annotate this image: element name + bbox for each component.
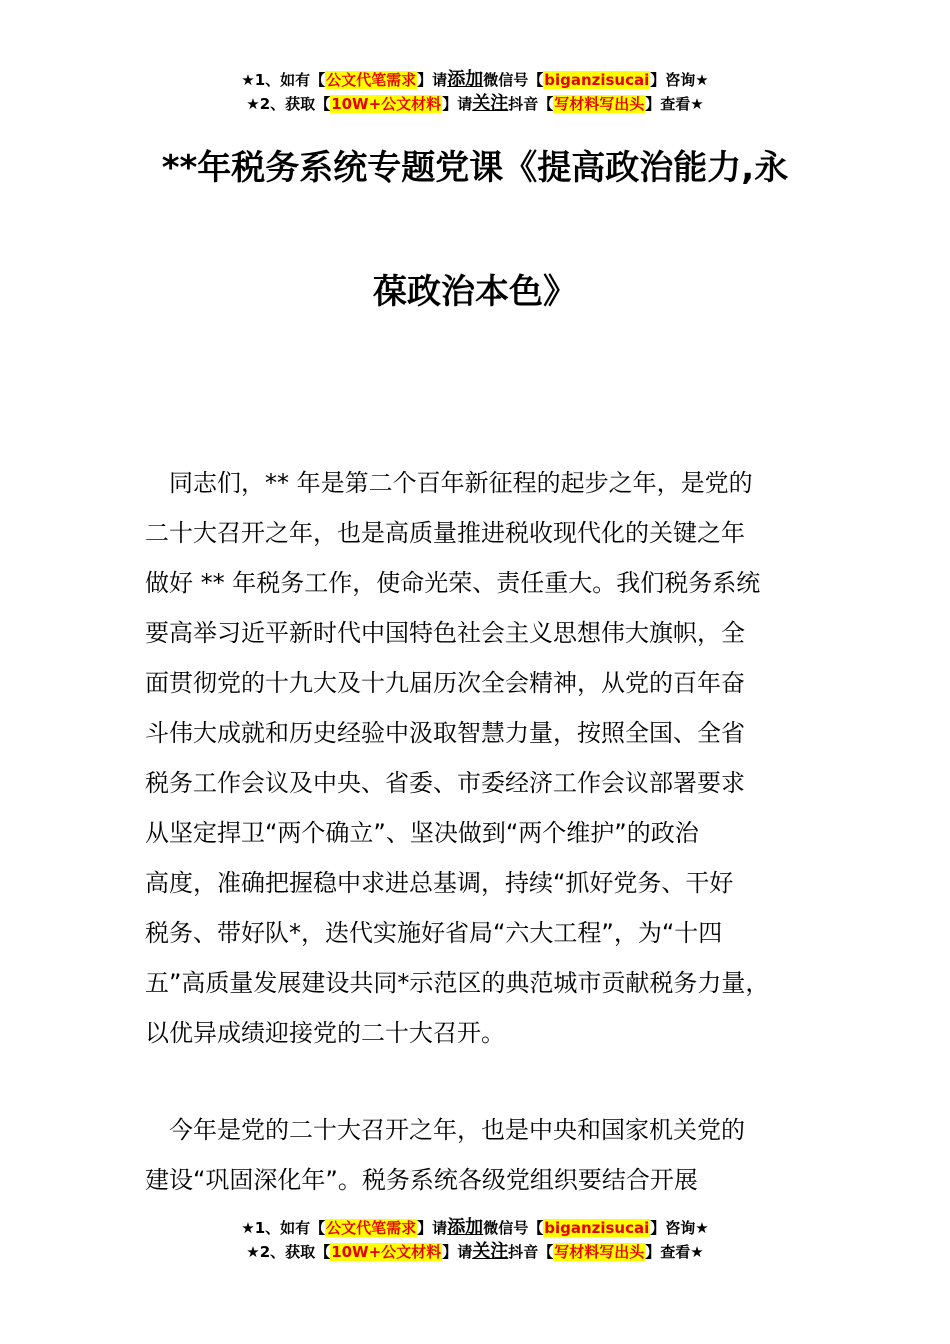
douyin-account: 写材料写出头 [554, 95, 645, 113]
text-line: 斗伟大成就和历史经验中汲取智慧力量，按照全国、全省 [145, 719, 745, 747]
promo-highlight: 10W+公文材料 [331, 1243, 442, 1261]
document-title-line-1: **年税务系统专题党课《提高政治能力,永 [161, 148, 789, 188]
text-line: 要高举习近平新时代中国特色社会主义思想伟大旗帜，全 [145, 619, 745, 647]
text-line: 做好 ** 年税务工作，使命光荣、责任重大。我们税务系统 [145, 569, 761, 597]
promo-line-2: ★2、获取【10W+公文材料】请关注抖音【写材料写出头】查看★ [246, 1241, 704, 1262]
text-line: 从坚定捍卫“两个确立”、坚决做到“两个维护”的政治 [145, 819, 699, 847]
douyin-account: 写材料写出头 [554, 1243, 645, 1261]
wechat-id: biganzisucai [544, 1219, 650, 1237]
text-line: 二十大召开之年，也是高质量推进税收现代化的关键之年 [145, 519, 745, 547]
body-paragraph-2 [145, 1105, 835, 1205]
text-line: 以优异成绩迎接党的二十大召开。 [145, 1019, 505, 1047]
promo-line-1: ★1、如有【公文代笔需求】请添加微信号【biganzisucai】咨询★ [241, 69, 709, 90]
text-line: 今年是党的二十大召开之年，也是中央和国家机关党的 [145, 1116, 745, 1144]
text-line: 同志们，** 年是第二个百年新征程的起步之年，是党的 [145, 469, 753, 497]
text-line: 税务工作会议及中央、省委、市委经济工作会议部署要求 [145, 769, 745, 797]
promo-line-1: ★1、如有【公文代笔需求】请添加微信号【biganzisucai】咨询★ [241, 1217, 709, 1238]
body-paragraph-1 [145, 458, 835, 1058]
text-line: 建设“巩固深化年”。税务系统各级党组织要结合开展 [145, 1166, 698, 1194]
wechat-id: biganzisucai [544, 71, 650, 89]
promo-highlight: 公文代笔需求 [326, 71, 417, 89]
top-promo-banner [0, 68, 950, 116]
text-line: 税务、带好队*，迭代实施好省局“六大工程”，为“十四 [145, 919, 723, 947]
promo-highlight: 10W+公文材料 [331, 95, 442, 113]
text-line: 五”高质量发展建设共同*示范区的典范城市贡献税务力量， [145, 969, 770, 997]
document-title-line-2: 葆政治本色》 [373, 272, 577, 312]
bottom-promo-banner [0, 1216, 950, 1264]
text-line: 高度，准确把握稳中求进总基调，持续“抓好党务、干好 [145, 869, 734, 897]
promo-highlight: 公文代笔需求 [326, 1219, 417, 1237]
text-line: 面贯彻党的十九大及十九届历次全会精神，从党的百年奋 [145, 669, 745, 697]
promo-line-2: ★2、获取【10W+公文材料】请关注抖音【写材料写出头】查看★ [246, 93, 704, 114]
